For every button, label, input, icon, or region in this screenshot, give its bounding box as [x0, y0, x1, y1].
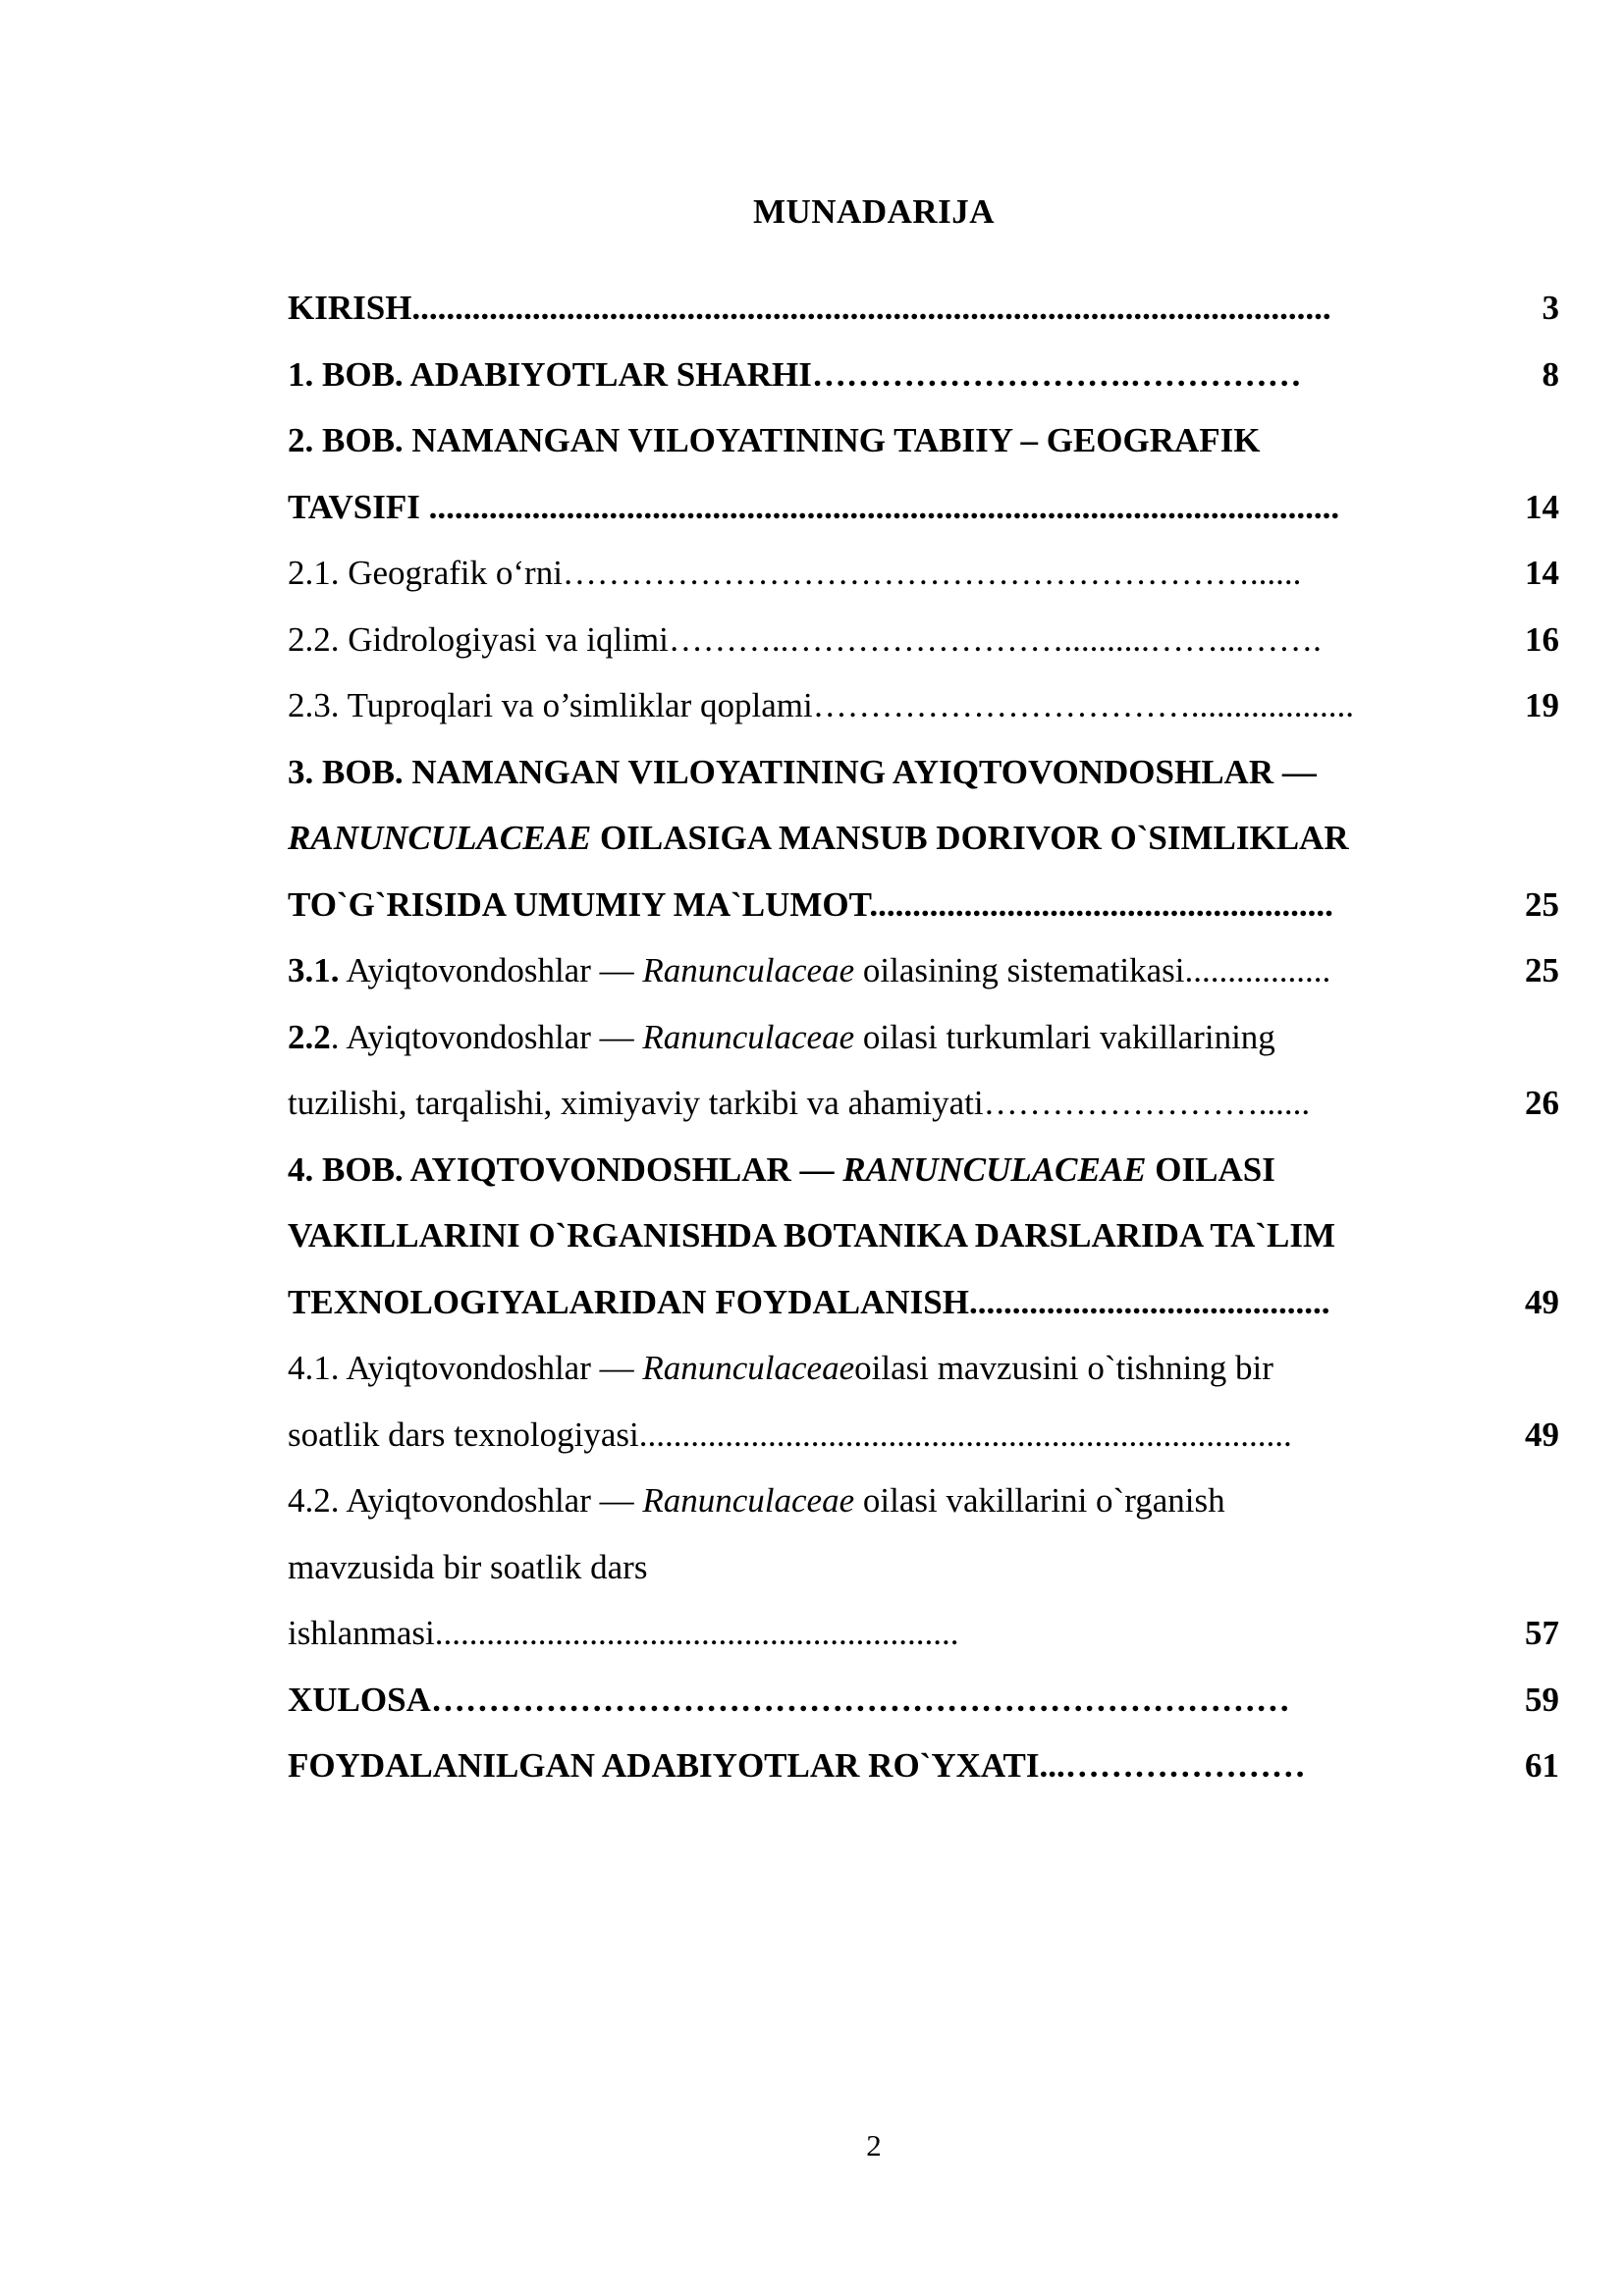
toc-text-segment: 2.2 — [288, 1017, 331, 1056]
toc-page-number: 14 — [1525, 487, 1559, 526]
toc-text-segment: 4.2. Ayiqtovondoshlar — — [288, 1481, 643, 1520]
toc-text-segment: TO`G`RISIDA UMUMIY MA`LUMOT...................................................... — [288, 884, 1333, 924]
toc-entry — [288, 407, 1559, 540]
toc-text-segment: TAVSIFI .......................................................................................................... — [288, 487, 1340, 526]
toc-page-number: 3 — [1542, 289, 1559, 327]
toc-entry-text — [288, 1614, 958, 1652]
toc-entry-text — [288, 1415, 1292, 1454]
toc-text-segment: Ranunculaceae — [642, 1481, 855, 1520]
toc-text-segment: VAKILLARINI O`RGANISHDA BOTANIKA DARSLARIDA TA`LIM — [288, 1216, 1336, 1255]
toc-page-number: 25 — [1525, 951, 1559, 989]
toc-text-segment: OILASI — [1146, 1149, 1275, 1189]
toc-entry — [288, 1667, 1559, 1734]
toc-entry-text — [288, 1746, 1306, 1785]
toc-entry-text — [288, 951, 1330, 989]
toc-entry — [288, 342, 1559, 408]
toc-entry-line — [288, 275, 1559, 342]
toc-entry-text — [288, 1018, 1275, 1056]
toc-entry-line — [288, 1667, 1559, 1734]
toc-text-segment: FOYDALANILGAN ADABIYOTLAR RO`YXATI...………………… — [288, 1746, 1306, 1785]
toc-entry-line — [288, 1402, 1559, 1468]
toc-text-segment: . Ayiqtovondoshlar — — [330, 1017, 643, 1056]
toc-entry — [288, 1137, 1559, 1336]
toc-page-number: 25 — [1525, 884, 1559, 924]
toc-text-segment: 2.3. Tuproqlari va o’simliklar qoplami……………………………................... — [288, 686, 1354, 724]
toc-entry-line — [288, 872, 1559, 938]
page-number: 2 — [866, 2128, 882, 2163]
toc-text-segment: 4. BOB. AYIQTOVONDOSHLAR — — [288, 1149, 843, 1189]
toc-text-segment: RANUNCULACEAE — [842, 1149, 1147, 1189]
toc-text-segment: 3. BOB. NAMANGAN VILOYATINING AYIQTOVONDOSHLAR — — [288, 752, 1317, 791]
toc-entry-line — [288, 342, 1559, 408]
toc-text-segment: ishlanmasi............................................................. — [288, 1614, 959, 1652]
toc-text-segment: Ayiqtovondoshlar — — [339, 951, 643, 989]
toc-text-segment: mavzusida bir soatlik dars — [288, 1547, 648, 1586]
toc-page-number: 49 — [1525, 1282, 1559, 1321]
toc-entry-text — [288, 554, 1301, 592]
toc-text-segment: Ranunculaceae — [642, 1349, 855, 1387]
toc-entry-text — [288, 355, 1302, 394]
toc-entry-line — [288, 1202, 1559, 1269]
toc-entry-text — [288, 1216, 1335, 1255]
toc-entry — [288, 607, 1559, 673]
toc-entry-text — [288, 488, 1339, 526]
toc-entry-text — [288, 289, 1331, 327]
toc-entry-line — [288, 672, 1559, 739]
toc-entry-text — [288, 1481, 1225, 1520]
toc-entry-text — [288, 421, 1261, 459]
toc-page-number: 14 — [1525, 554, 1559, 592]
toc-entry-line — [288, 1733, 1559, 1799]
toc-entry-line — [288, 805, 1559, 872]
toc-text-segment: XULOSA………………………………………………………………… — [288, 1680, 1290, 1719]
toc-page-number: 59 — [1525, 1680, 1559, 1719]
toc-entry-text — [288, 885, 1333, 924]
toc-text-segment: oilasi mavzusini o`tishning bir — [854, 1349, 1273, 1387]
toc-entry-text — [288, 1283, 1329, 1321]
toc-page-number: 8 — [1542, 354, 1559, 394]
toc-entry-line — [288, 1269, 1559, 1336]
toc-text-segment: soatlik dars texnologiyasi............................................................................ — [288, 1415, 1292, 1454]
toc-entry-text — [288, 1349, 1273, 1387]
toc-text-segment: TEXNOLOGIYALARIDAN FOYDALANISH.......................................... — [288, 1282, 1330, 1321]
toc-entry-line — [288, 1600, 1559, 1667]
toc-title: MUNADARIJA — [752, 192, 996, 231]
toc-text-segment: oilasining sistematikasi................. — [854, 951, 1331, 989]
toc-entry-text — [288, 1548, 647, 1586]
toc-page-number: 16 — [1525, 619, 1559, 659]
toc-text-segment: 4.1. Ayiqtovondoshlar — — [288, 1349, 643, 1387]
toc-entry-text — [288, 686, 1354, 724]
toc-entry — [288, 1468, 1559, 1667]
toc-entry-text — [288, 1084, 1310, 1122]
toc-entry-line — [288, 1468, 1559, 1534]
toc-text-segment: Ranunculaceae — [642, 1017, 855, 1056]
toc-text-segment: KIRISH........................................................................................................... — [288, 289, 1331, 327]
toc-entry-line — [288, 474, 1559, 541]
toc-entry-line — [288, 937, 1559, 1004]
toc-entry-text — [288, 753, 1317, 791]
toc-text-segment: RANUNCULACEAE — [288, 819, 592, 857]
toc-entry — [288, 739, 1559, 938]
toc-entry-line — [288, 540, 1559, 607]
toc-entry-text — [288, 620, 1322, 659]
toc-entry — [288, 540, 1559, 607]
toc-entry-line — [288, 407, 1559, 474]
toc-entry — [288, 1335, 1559, 1468]
toc-entry — [288, 672, 1559, 739]
toc-entry — [288, 275, 1559, 342]
toc-entry-line — [288, 1335, 1559, 1402]
toc-text-segment: 3.1. — [288, 951, 340, 989]
toc-entry — [288, 1733, 1559, 1799]
toc-entry-line — [288, 1137, 1559, 1203]
toc-entry-line — [288, 1534, 1559, 1601]
toc-entry-line — [288, 607, 1559, 673]
toc-text-segment: oilasi vakillarini o`rganish — [854, 1481, 1225, 1520]
toc-entry-line — [288, 739, 1559, 806]
toc-entry-line — [288, 1070, 1559, 1137]
table-of-contents — [288, 275, 1559, 1799]
toc-text-segment: Ranunculaceae — [642, 951, 855, 989]
toc-page-number: 61 — [1525, 1746, 1559, 1785]
toc-text-segment: 2.2. Gidrologiyasi va iqlimi………..……………………..........……...……. — [288, 619, 1322, 659]
toc-text-segment: 2. BOB. NAMANGAN VILOYATINING TABIIY – GEOGRAFIK — [288, 421, 1261, 459]
toc-page-number: 49 — [1525, 1415, 1559, 1454]
toc-text-segment: oilasi turkumlari vakillarining — [854, 1017, 1275, 1056]
toc-entry — [288, 1004, 1559, 1137]
toc-entry-text — [288, 1150, 1275, 1189]
toc-text-segment: OILASIGA MANSUB DORIVOR O`SIMLIKLAR — [591, 819, 1349, 857]
toc-entry-line — [288, 1004, 1559, 1071]
toc-entry-text — [288, 1681, 1290, 1719]
toc-page-number: 19 — [1525, 686, 1559, 724]
toc-text-segment: 2.1. Geografik o‘rni……………………………………………………...... — [288, 554, 1302, 592]
toc-text-segment: tuzilishi, tarqalishi, ximiyaviy tarkibi va ahamiyati……………………...... — [288, 1084, 1311, 1122]
toc-text-segment: 1. BOB. ADABIYOTLAR SHARHI……………………….…………… — [288, 354, 1302, 394]
toc-page-number: 57 — [1525, 1614, 1559, 1652]
toc-page-number: 26 — [1525, 1084, 1559, 1122]
toc-entry — [288, 937, 1559, 1004]
toc-entry-text — [288, 819, 1349, 857]
